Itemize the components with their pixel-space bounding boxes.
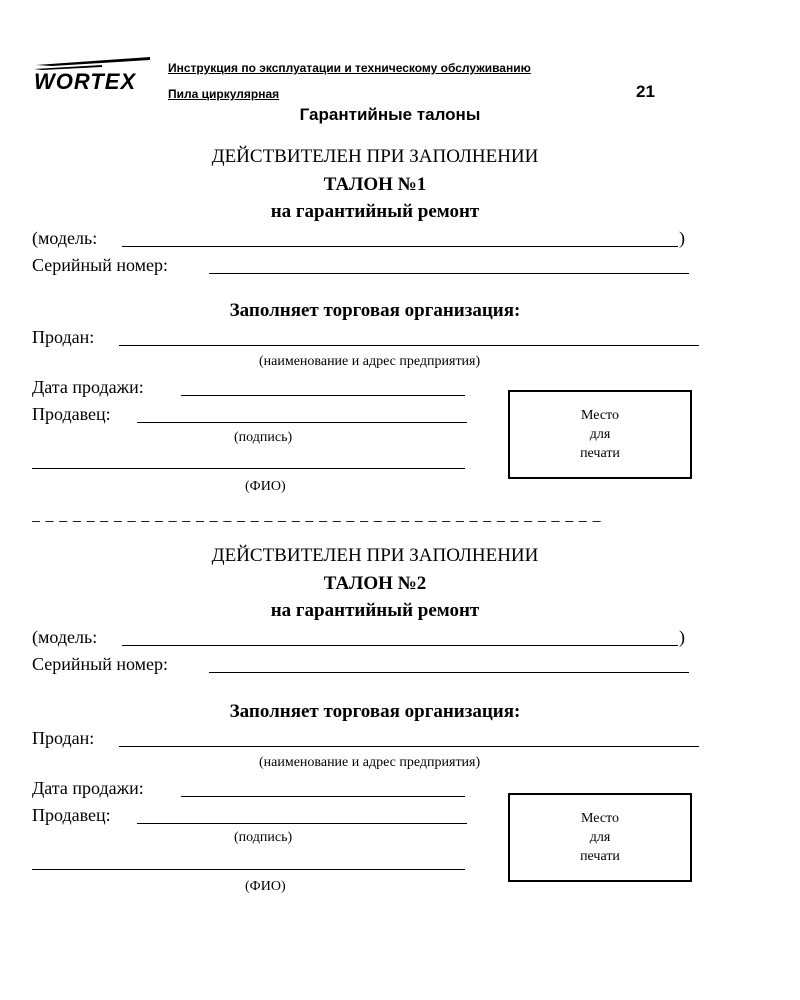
cut-line: _ _ _ _ _ _ _ _ _ _ _ _ _ _ _ _ _ _ _ _ _ _ _ _ _ _ _ _ _ _ _ _ _ _ _ _ _ _ _ _ _ _ [32,506,602,522]
coupon-subtitle: на гарантийный ремонт [270,600,480,621]
stamp-text-line: Место [581,408,619,423]
manual-title: Инструкция по эксплуатации и техническому обслуживанию [168,61,531,75]
name-hint: (ФИО) [245,879,286,894]
coupon-valid-note: ДЕЙСТВИТЕЛЕН ПРИ ЗАПОЛНЕНИИ [211,146,539,167]
coupon-title: ТАЛОН №1 [323,174,427,195]
serial-field-line[interactable] [209,672,689,673]
page-number: 21 [636,82,655,101]
sold-hint: (наименование и адрес предприятия) [259,755,481,770]
stamp-box [508,793,692,882]
seller-label: Продавец: [32,805,111,825]
model-close: ) [679,228,685,248]
date-label: Дата продажи: [32,778,144,798]
coupon-valid-note: ДЕЙСТВИТЕЛЕН ПРИ ЗАПОЛНЕНИИ [211,545,539,566]
serial-label: Серийный номер: [32,255,169,275]
org-heading: Заполняет торговая организация: [229,300,521,321]
stamp-text-line: для [589,427,611,442]
date-field-line[interactable] [181,395,465,396]
model-close: ) [679,627,685,647]
logo-text: WORTEX [34,69,137,94]
section-title: Гарантийные талоны [299,105,481,124]
seller-label: Продавец: [32,404,111,424]
signature-hint: (подпись) [234,430,293,445]
wortex-logo [32,55,152,95]
model-label: (модель: [32,228,98,248]
model-label: (модель: [32,627,98,647]
coupon-title: ТАЛОН №2 [323,573,427,594]
coupon-subtitle: на гарантийный ремонт [270,201,480,222]
name-field-line[interactable] [32,468,465,469]
seller-field-line[interactable] [137,823,467,824]
stamp-text-line: печати [580,849,620,864]
sold-label: Продан: [32,728,95,748]
sold-field-line[interactable] [119,746,699,747]
sold-field-line[interactable] [119,345,699,346]
sold-hint: (наименование и адрес предприятия) [259,354,481,369]
name-field-line[interactable] [32,869,465,870]
model-field-line[interactable] [122,246,678,247]
name-hint: (ФИО) [245,479,286,494]
seller-field-line[interactable] [137,422,467,423]
product-name: Пила циркулярная [168,87,280,101]
model-field-line[interactable] [122,645,678,646]
serial-field-line[interactable] [209,273,689,274]
date-field-line[interactable] [181,796,465,797]
stamp-box [508,390,692,479]
stamp-text-line: Место [581,811,619,826]
signature-hint: (подпись) [234,830,293,845]
date-label: Дата продажи: [32,377,144,397]
sold-label: Продан: [32,327,95,347]
stamp-text-line: печати [580,446,620,461]
stamp-text-line: для [589,830,611,845]
serial-label: Серийный номер: [32,654,169,674]
org-heading: Заполняет торговая организация: [229,701,521,722]
